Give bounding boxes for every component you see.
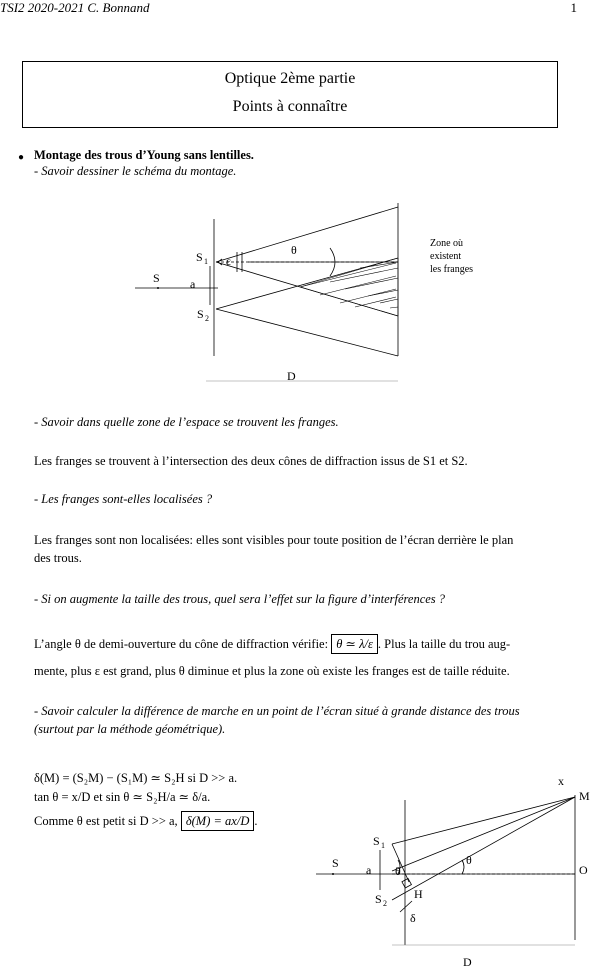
d2-label-s2: S	[375, 892, 382, 906]
delta-formula-box: δ(M) = ax/D	[181, 811, 255, 831]
d1-label-a: a	[190, 277, 196, 291]
d2-label-s: S	[332, 856, 339, 870]
question-1: - Savoir dans quelle zone de l’espace se trouvent les franges.	[34, 415, 339, 429]
theta-formula-box: θ ≃ λ/ε	[331, 634, 378, 654]
d1-label-s2-sub: 2	[205, 314, 209, 323]
d1-zone-1: Zone où	[430, 238, 464, 249]
d1-label-s1: S	[196, 250, 203, 264]
answer-2-line1: Les franges sont non localisées: elles sont visibles pour toute position de l’écran derrière le plan	[34, 533, 514, 547]
section-heading: Montage des trous d’Young sans lentilles.	[34, 148, 254, 162]
d1-zone-3: les franges	[430, 264, 474, 275]
question-4-line2: (surtout par la méthode géométrique).	[34, 722, 226, 736]
d1-label-s2: S	[197, 307, 204, 321]
d2-label-s1: S	[373, 834, 380, 848]
d1-label-d: D	[287, 369, 296, 383]
d2-label-s2-sub: 2	[383, 899, 387, 908]
d2-label-s1-sub: 1	[381, 841, 385, 850]
bullet: ●	[18, 152, 25, 163]
d1-label-s: S	[153, 271, 160, 285]
calc-line2: tan θ = x/D et sin θ ≃ S₂H/a ≃ δ/a.	[34, 790, 211, 804]
header-left: TSI2 2020-2021 C. Bonnand	[0, 0, 150, 15]
answer-3-post: . Plus la taille du trou aug-	[377, 637, 511, 651]
d2-label-m: M	[579, 789, 590, 803]
question-3: - Si on augmente la taille des trous, quel sera l’effet sur la figure d’interférences ?	[34, 592, 446, 606]
d2-label-h: H	[414, 887, 423, 901]
d1-label-eps: ε	[226, 254, 232, 268]
calc-line3: Comme θ est petit si D >> a, δ(M) = ax/D .	[34, 811, 257, 831]
d2-label-theta1: θ	[395, 864, 401, 878]
answer-2-line2: des trous.	[34, 551, 82, 565]
question-2: - Les franges sont-elles localisées ?	[34, 492, 213, 506]
answer-3-line2: mente, plus ε est grand, plus θ diminue et plus la zone où existe les franges est de taille réduite.	[34, 664, 510, 678]
d1-label-s1-sub: 1	[204, 257, 208, 266]
d1-zone-2: existent	[430, 251, 462, 262]
title-line1: Optique 2ème partie	[224, 70, 356, 87]
d2-label-theta2: θ	[466, 853, 472, 867]
section-sub: - Savoir dessiner le schéma du montage.	[34, 164, 237, 178]
page-number: 1	[570, 0, 577, 15]
answer-3-line1	[34, 634, 510, 654]
answer-1: Les franges se trouvent à l’intersection des deux cônes de diffraction issus de S1 et S2.	[34, 454, 468, 468]
d2-label-a: a	[366, 863, 372, 877]
d2-label-delta: δ	[410, 911, 416, 925]
d2-label-d: D	[463, 955, 472, 969]
answer-3-pre: L’angle θ de demi-ouverture du cône de diffraction vérifie:	[34, 637, 329, 651]
d2-label-o: O	[579, 863, 588, 877]
d2-label-x: x	[558, 774, 564, 788]
title-line2: Points à connaître	[232, 98, 348, 115]
calc-line3-pre: Comme θ est petit si D >> a,	[34, 814, 178, 828]
question-4-line1: - Savoir calculer la différence de marche en un point de l’écran situé à grande distance des trous	[34, 704, 520, 718]
calc-line1: δ(M) = (S₂M) − (S₁M) ≃ S₂H si D >> a.	[34, 771, 238, 785]
d1-label-theta: θ	[291, 243, 297, 257]
